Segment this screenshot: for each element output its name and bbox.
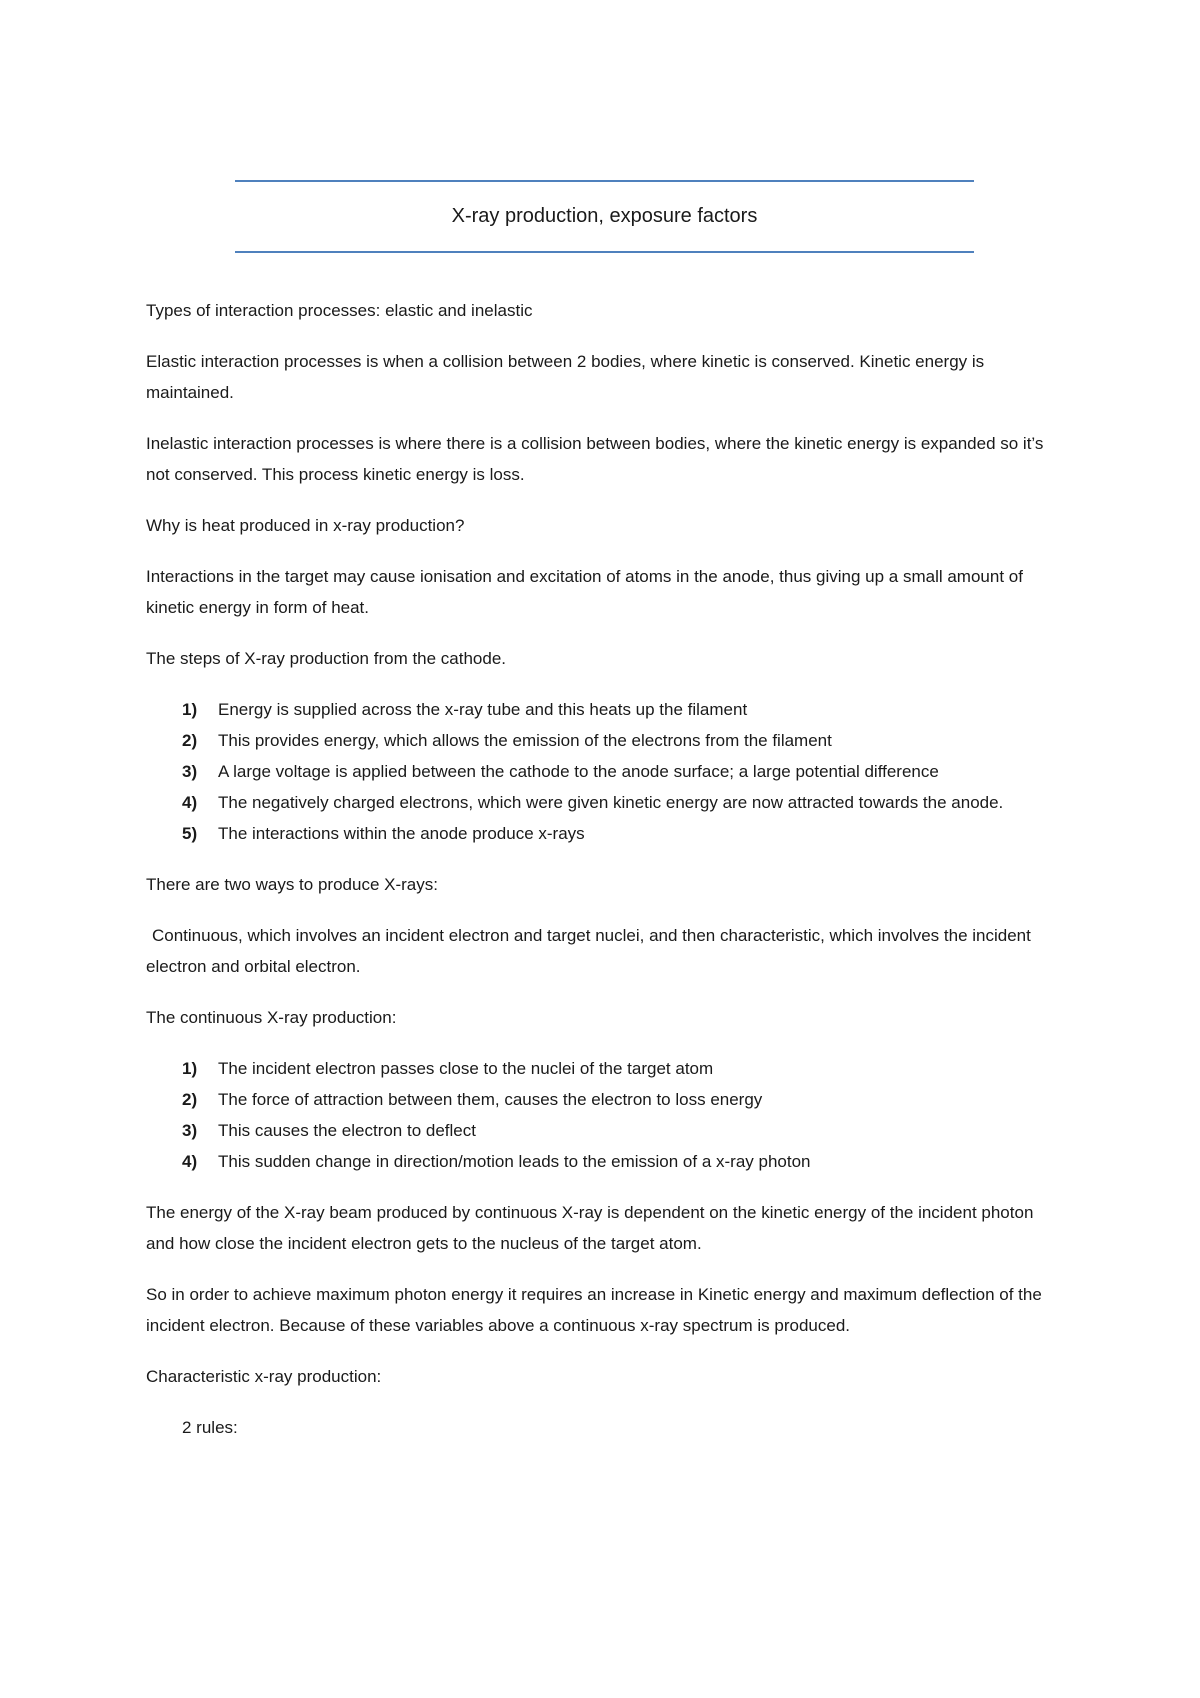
list-text: The force of attraction between them, causes the electron to loss energy xyxy=(218,1090,763,1109)
list-text: The incident electron passes close to the nuclei of the target atom xyxy=(218,1059,714,1078)
document-title: X-ray production, exposure factors xyxy=(451,205,758,227)
list-text: The interactions within the anode produce x-rays xyxy=(218,824,585,843)
title-bottom-rule xyxy=(235,251,974,253)
paragraph-steps-heading: The steps of X-ray production from the cathode. xyxy=(146,649,507,668)
list-item xyxy=(146,1146,1066,1177)
list-number: 3) xyxy=(182,1121,198,1140)
list-number: 1) xyxy=(182,700,198,719)
list-item xyxy=(146,1115,1066,1146)
list-number: 4) xyxy=(182,1152,198,1171)
list-item xyxy=(146,725,1066,756)
document-body xyxy=(146,295,1066,1463)
list-item xyxy=(146,694,1066,725)
list-item xyxy=(146,1053,1066,1084)
list-number: 2) xyxy=(182,1090,198,1109)
paragraph-continuous-characteristic: Continuous, which involves an incident electron and target nuclei, and then characteristic, which involves the incident electron and orbital electron. xyxy=(146,926,1031,976)
paragraph-elastic: Elastic interaction processes is when a collision between 2 bodies, where kinetic is conserved. Kinetic energy is maintained. xyxy=(146,352,985,402)
paragraph-heat-answer: Interactions in the target may cause ionisation and excitation of atoms in the anode, thus giving up a small amount of kinetic energy in form of heat. xyxy=(146,567,1023,617)
paragraph-inelastic: Inelastic interaction processes is where there is a collision between bodies, where the kinetic energy is expanded so it’s not conserved. This process kinetic energy is loss. xyxy=(146,434,1044,484)
list-number: 1) xyxy=(182,1059,198,1078)
list-text: A large voltage is applied between the cathode to the anode surface; a large potential difference xyxy=(218,762,939,781)
list-number: 5) xyxy=(182,824,198,843)
paragraph-beam-energy: The energy of the X-ray beam produced by continuous X-ray is dependent on the kinetic energy of the incident photon and how close the incident electron gets to the nucleus of the target atom. xyxy=(146,1203,1034,1253)
paragraph-maximum-energy: So in order to achieve maximum photon energy it requires an increase in Kinetic energy and maximum deflection of the incident electron. Because of these variables above a continuous x-ray spectrum is produced. xyxy=(146,1285,1042,1335)
list-number: 3) xyxy=(182,762,198,781)
paragraph-two-ways: There are two ways to produce X-rays: xyxy=(146,875,438,894)
list-number: 4) xyxy=(182,793,198,812)
list-number: 2) xyxy=(182,731,198,750)
list-text: Energy is supplied across the x-ray tube and this heats up the filament xyxy=(218,700,748,719)
paragraph-interaction-types: Types of interaction processes: elastic and inelastic xyxy=(146,301,533,320)
list-text: The negatively charged electrons, which were given kinetic energy are now attracted towards the anode. xyxy=(218,793,1004,812)
paragraph-two-rules: 2 rules: xyxy=(182,1418,238,1437)
list-text: This causes the electron to deflect xyxy=(218,1121,476,1140)
list-item xyxy=(146,787,1066,818)
list-text: This provides energy, which allows the emission of the electrons from the filament xyxy=(218,731,832,750)
list-text: This sudden change in direction/motion leads to the emission of a x-ray photon xyxy=(218,1152,811,1171)
paragraph-continuous-heading: The continuous X-ray production: xyxy=(146,1008,397,1027)
list-item xyxy=(146,818,1066,849)
list-item xyxy=(146,1084,1066,1115)
paragraph-characteristic-heading: Characteristic x-ray production: xyxy=(146,1367,382,1386)
paragraph-heat-question: Why is heat produced in x-ray production? xyxy=(146,516,465,535)
list-item xyxy=(146,756,1066,787)
continuous-list xyxy=(146,1053,1066,1177)
title-top-rule xyxy=(235,180,974,182)
steps-list xyxy=(146,694,1066,849)
